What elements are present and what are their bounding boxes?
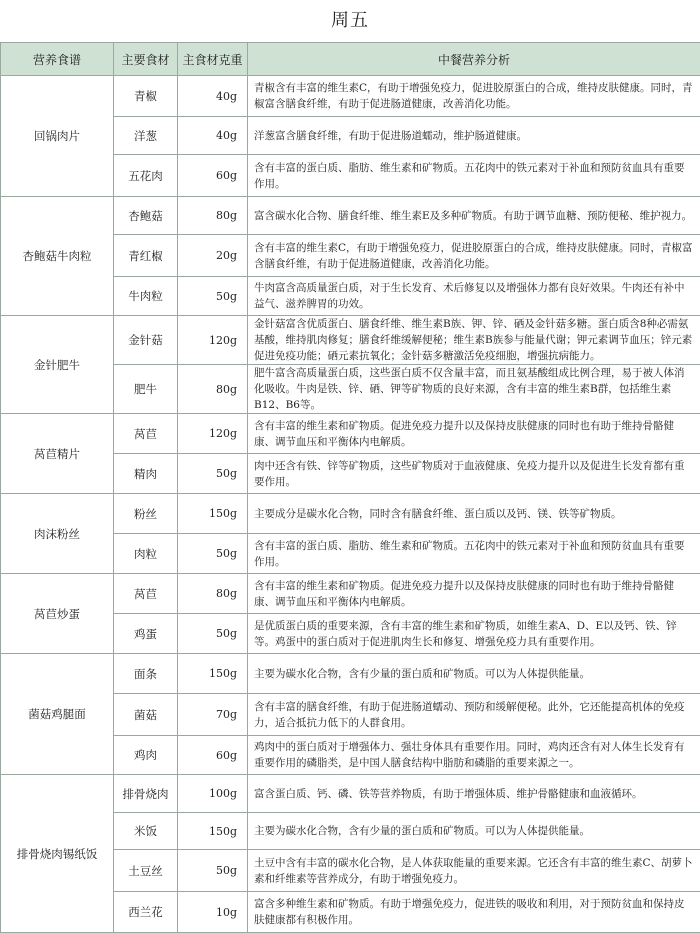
weight-cell: 50g xyxy=(178,534,248,574)
dish-name: 肉沫粉丝 xyxy=(1,494,114,574)
dish-name: 菌菇鸡腿面 xyxy=(1,654,114,775)
table-row xyxy=(1,414,700,454)
page-title: 周五 xyxy=(0,0,700,42)
ingredient-cell: 洋葱 xyxy=(114,117,178,155)
weight-cell: 60g xyxy=(178,736,248,775)
weight-cell: 10g xyxy=(178,892,248,933)
ingredient-cell: 面条 xyxy=(114,654,178,694)
analysis-cell: 鸡肉中的蛋白质对于增强体力、强壮身体具有重要作用。同时，鸡肉还含有对人体生长发育有重要作用的磷脂类，是中国人膳食结构中脂肪和磷脂的重要来源之一。 xyxy=(248,736,700,775)
weight-cell: 40g xyxy=(178,117,248,155)
weight-cell: 40g xyxy=(178,76,248,117)
analysis-cell: 洋葱富含膳食纤维，有助于促进肠道蠕动，维护肠道健康。 xyxy=(248,117,700,155)
analysis-cell: 肉中还含有铁、锌等矿物质，这些矿物质对于血液健康、免疫力提升以及促进生长发育都有重要作用。 xyxy=(248,454,700,494)
ingredient-cell: 菌菇 xyxy=(114,694,178,736)
ingredient-cell: 青红椒 xyxy=(114,235,178,277)
ingredient-cell: 排骨烧肉 xyxy=(114,775,178,813)
ingredient-cell: 米饭 xyxy=(114,813,178,850)
ingredient-cell: 粉丝 xyxy=(114,494,178,534)
ingredient-cell: 杏鲍菇 xyxy=(114,197,178,235)
weight-cell: 80g xyxy=(178,197,248,235)
ingredient-cell: 莴苣 xyxy=(114,414,178,454)
table-row xyxy=(1,76,700,117)
weight-cell: 100g xyxy=(178,775,248,813)
dish-name: 莴苣炒蛋 xyxy=(1,574,114,654)
analysis-cell: 富含多种维生素和矿物质。有助于增强免疫力，促进铁的吸收和利用，对于预防贫血和保持皮肤健康都有积极作用。 xyxy=(248,892,700,933)
ingredient-cell: 鸡蛋 xyxy=(114,614,178,654)
ingredient-cell: 金针菇 xyxy=(114,316,178,365)
header-ingredient: 主要食材 xyxy=(114,43,178,76)
weight-cell: 80g xyxy=(178,365,248,414)
analysis-cell: 含有丰富的维生素C，有助于增强免疫力，促进胶原蛋白的合成，维持皮肤健康。同时，青椒富含膳食纤维，有助于促进肠道健康，改善消化功能。 xyxy=(248,235,700,277)
analysis-cell: 肥牛富含高质量蛋白质，这些蛋白质不仅含量丰富，而且氨基酸组成比例合理，易于被人体消化吸收。牛肉是铁、锌、硒、钾等矿物质的良好来源，含有丰富的维生素B群，包括维生素B12、B6等。 xyxy=(248,365,700,414)
analysis-cell: 含有丰富的蛋白质、脂肪、维生素和矿物质。五花肉中的铁元素对于补血和预防贫血具有重要作用。 xyxy=(248,155,700,197)
analysis-cell: 主要为碳水化合物，含有少量的蛋白质和矿物质。可以为人体提供能量。 xyxy=(248,654,700,694)
ingredient-cell: 鸡肉 xyxy=(114,736,178,775)
header-analysis: 中餐营养分析 xyxy=(248,43,700,76)
nutrition-table xyxy=(0,42,700,933)
analysis-cell: 主要成分是碳水化合物，同时含有膳食纤维、蛋白质以及钙、镁、铁等矿物质。 xyxy=(248,494,700,534)
weight-cell: 150g xyxy=(178,654,248,694)
ingredient-cell: 肉粒 xyxy=(114,534,178,574)
table-row xyxy=(1,494,700,534)
weight-cell: 60g xyxy=(178,155,248,197)
ingredient-cell: 肥牛 xyxy=(114,365,178,414)
table-row xyxy=(1,316,700,365)
ingredient-cell: 土豆丝 xyxy=(114,850,178,892)
weight-cell: 150g xyxy=(178,494,248,534)
analysis-cell: 含有丰富的维生素和矿物质。促进免疫力提升以及保持皮肤健康的同时也有助于维持骨骼健康、调节血压和平衡体内电解质。 xyxy=(248,414,700,454)
dish-name: 排骨烧肉锡纸饭 xyxy=(1,775,114,933)
analysis-cell: 含有丰富的维生素和矿物质。促进免疫力提升以及保持皮肤健康的同时也有助于维持骨骼健康、调节血压和平衡体内电解质。 xyxy=(248,574,700,614)
analysis-cell: 主要为碳水化合物，含有少量的蛋白质和矿物质。可以为人体提供能量。 xyxy=(248,813,700,850)
header-recipe: 营养食谱 xyxy=(1,43,114,76)
table-row xyxy=(1,654,700,694)
table-row xyxy=(1,775,700,813)
weight-cell: 150g xyxy=(178,813,248,850)
dish-name: 回锅肉片 xyxy=(1,76,114,197)
weight-cell: 120g xyxy=(178,414,248,454)
weight-cell: 50g xyxy=(178,614,248,654)
table-row xyxy=(1,197,700,235)
ingredient-cell: 精肉 xyxy=(114,454,178,494)
ingredient-cell: 青椒 xyxy=(114,76,178,117)
ingredient-cell: 西兰花 xyxy=(114,892,178,933)
analysis-cell: 是优质蛋白质的重要来源，含有丰富的维生素和矿物质，如维生素A、D、E以及钙、铁、锌等。鸡蛋中的蛋白质对于促进肌肉生长和修复、增强免疫力具有重要作用。 xyxy=(248,614,700,654)
weight-cell: 50g xyxy=(178,850,248,892)
analysis-cell: 土豆中含有丰富的碳水化合物，是人体获取能量的重要来源。它还含有丰富的维生素C、胡萝卜素和纤维素等营养成分，有助于增强免疫力。 xyxy=(248,850,700,892)
table-row xyxy=(1,574,700,614)
analysis-cell: 富含碳水化合物、膳食纤维、维生素E及多种矿物质。有助于调节血糖、预防便秘、维护视力。 xyxy=(248,197,700,235)
analysis-cell: 含有丰富的蛋白质、脂肪、维生素和矿物质。五花肉中的铁元素对于补血和预防贫血具有重要作用。 xyxy=(248,534,700,574)
weight-cell: 50g xyxy=(178,277,248,316)
header-weight: 主食材克重 xyxy=(178,43,248,76)
weight-cell: 70g xyxy=(178,694,248,736)
dish-name: 莴苣精片 xyxy=(1,414,114,494)
ingredient-cell: 五花肉 xyxy=(114,155,178,197)
weight-cell: 80g xyxy=(178,574,248,614)
analysis-cell: 含有丰富的膳食纤维，有助于促进肠道蠕动、预防和缓解便秘。此外，它还能提高机体的免疫力，适合抵抗力低下的人群食用。 xyxy=(248,694,700,736)
analysis-cell: 牛肉富含高质量蛋白质，对于生长发育、术后修复以及增强体力都有良好效果。牛肉还有补中益气、滋养脾胃的功效。 xyxy=(248,277,700,316)
ingredient-cell: 莴苣 xyxy=(114,574,178,614)
analysis-cell: 金针菇富含优质蛋白、膳食纤维、维生素B族、钾、锌、硒及金针菇多糖。蛋白质含8种必需氨基酸，维持肌肉修复；膳食纤维缓解便秘；维生素B族参与能量代谢；钾元素调节血压；锌元素促进免疫功能；硒元素抗氧化；金针菇多糖激活免疫细胞，增强抗病能力。 xyxy=(248,316,700,365)
table-body xyxy=(1,76,700,933)
weight-cell: 50g xyxy=(178,454,248,494)
ingredient-cell: 牛肉粒 xyxy=(114,277,178,316)
weight-cell: 20g xyxy=(178,235,248,277)
header-row xyxy=(1,43,700,76)
analysis-cell: 富含蛋白质、钙、磷、铁等营养物质，有助于增强体质、维护骨骼健康和血液循环。 xyxy=(248,775,700,813)
dish-name: 杏鲍菇牛肉粒 xyxy=(1,197,114,316)
weight-cell: 120g xyxy=(178,316,248,365)
dish-name: 金针肥牛 xyxy=(1,316,114,414)
analysis-cell: 青椒含有丰富的维生素C，有助于增强免疫力，促进胶原蛋白的合成，维持皮肤健康。同时，青椒富含膳食纤维，有助于促进肠道健康，改善消化功能。 xyxy=(248,76,700,117)
